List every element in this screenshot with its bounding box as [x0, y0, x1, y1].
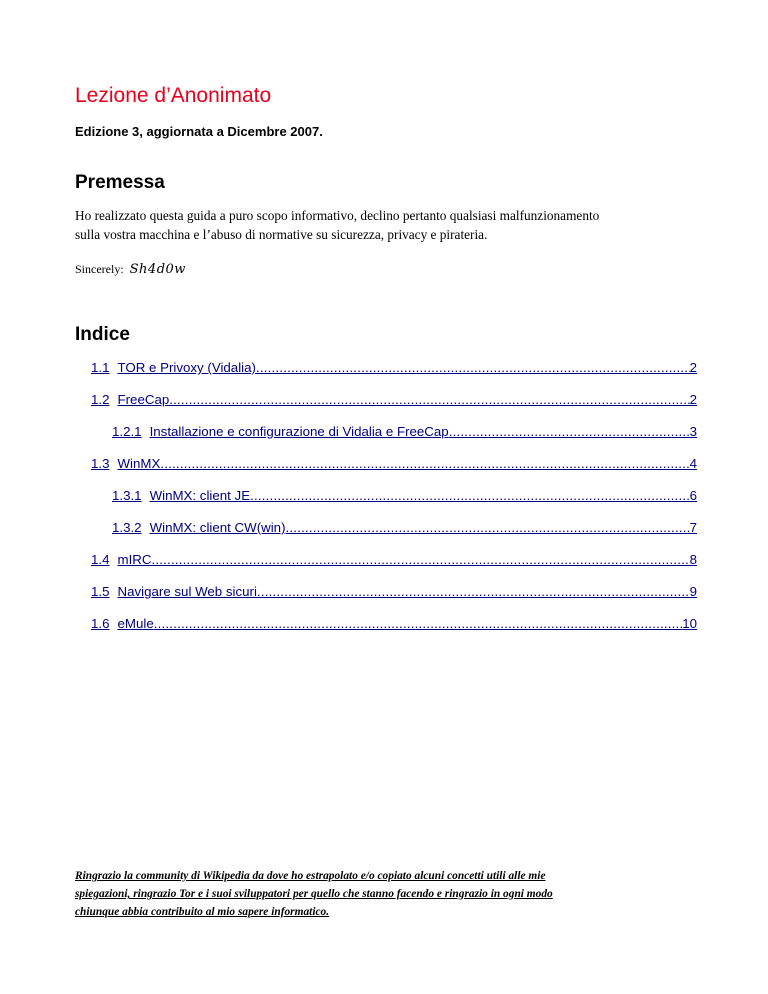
toc-leader-dots	[151, 551, 689, 569]
toc-entry-label: TOR e Privoxy (Vidalia)	[117, 360, 256, 375]
toc-entry-winmx-cw[interactable]	[112, 519, 697, 537]
signature-label: Sincerely:	[75, 262, 124, 276]
toc-entry-label: WinMX: client CW(win)	[149, 520, 286, 535]
toc-entry-number: 1.2	[91, 392, 110, 407]
acknowledgements-note	[75, 867, 705, 921]
toc-entry-label: eMule	[117, 616, 154, 631]
toc-entry-installazione[interactable]	[112, 423, 697, 441]
toc-entry-page: 9	[689, 584, 697, 599]
indice-heading: Indice	[75, 324, 130, 345]
toc-entry-freecap[interactable]	[91, 391, 697, 409]
toc-leader-dots	[169, 391, 689, 409]
signature	[75, 258, 186, 281]
toc-entry-number: 1.3.1	[112, 488, 142, 503]
toc-entry-number: 1.1	[91, 360, 110, 375]
toc-entry-page: 4	[689, 456, 697, 471]
signature-name: Sh4d0w	[129, 262, 186, 277]
toc-entry-page: 6	[689, 488, 697, 503]
premessa-line: sulla vostra macchina e l’abuso di normative su sicurezza, privacy e pirateria.	[75, 227, 488, 242]
document-title: Lezione d’Anonimato	[75, 84, 272, 107]
toc-entry-page: 7	[689, 520, 697, 535]
toc-leader-dots	[250, 487, 690, 505]
toc-entry-winmx-je[interactable]	[112, 487, 697, 505]
toc-entry-number: 1.3.2	[112, 520, 142, 535]
premessa-text	[75, 206, 715, 244]
toc-leader-dots	[154, 615, 682, 633]
acknowledgements-line: spiegazioni, ringrazio Tor e i suoi sviluppatori per quello che stanno facendo e ringrazio in ogni modo	[75, 888, 553, 900]
toc-entry-number: 1.3	[91, 456, 110, 471]
acknowledgements-line: chiunque abbia contribuito al mio sapere informatico.	[75, 906, 330, 918]
toc-entry-tor-privoxy[interactable]	[91, 359, 697, 377]
toc-entry-page: 3	[689, 424, 697, 439]
toc-entry-number: 1.6	[91, 616, 110, 631]
toc-entry-page: 2	[689, 392, 697, 407]
toc-entry-winmx[interactable]	[91, 455, 697, 473]
toc-leader-dots	[449, 423, 690, 441]
edition-note: Edizione 3, aggiornata a Dicembre 2007.	[75, 124, 323, 139]
toc-entry-page: 8	[689, 552, 697, 567]
toc-leader-dots	[160, 455, 689, 473]
toc-leader-dots	[286, 519, 690, 537]
toc-entry-number: 1.5	[91, 584, 110, 599]
toc-entry-navigare[interactable]	[91, 583, 697, 601]
toc-entry-emule[interactable]	[91, 615, 697, 633]
toc-entry-label: Installazione e configurazione di Vidalia e FreeCap	[149, 424, 449, 439]
toc-entry-number: 1.2.1	[112, 424, 142, 439]
toc-entry-mirc[interactable]	[91, 551, 697, 569]
toc-entry-label: FreeCap	[117, 392, 170, 407]
toc-entry-label: WinMX: client JE	[149, 488, 251, 503]
acknowledgements-line: Ringrazio la community di Wikipedia da dove ho estrapolato e/o copiato alcuni concetti utili alle mie	[75, 870, 546, 882]
toc-entry-label: WinMX	[117, 456, 161, 471]
toc-entry-number: 1.4	[91, 552, 110, 567]
toc-entry-label: Navigare sul Web sicuri	[117, 584, 257, 599]
toc-leader-dots	[257, 583, 690, 601]
toc-entry-label: mIRC	[117, 552, 152, 567]
toc-entry-page: 2	[689, 360, 697, 375]
premessa-line: Ho realizzato questa guida a puro scopo informativo, declino pertanto qualsiasi malfunzionamento	[75, 208, 600, 223]
toc-leader-dots	[256, 359, 690, 377]
toc-entry-page: 10	[682, 616, 697, 631]
premessa-heading: Premessa	[75, 172, 165, 193]
